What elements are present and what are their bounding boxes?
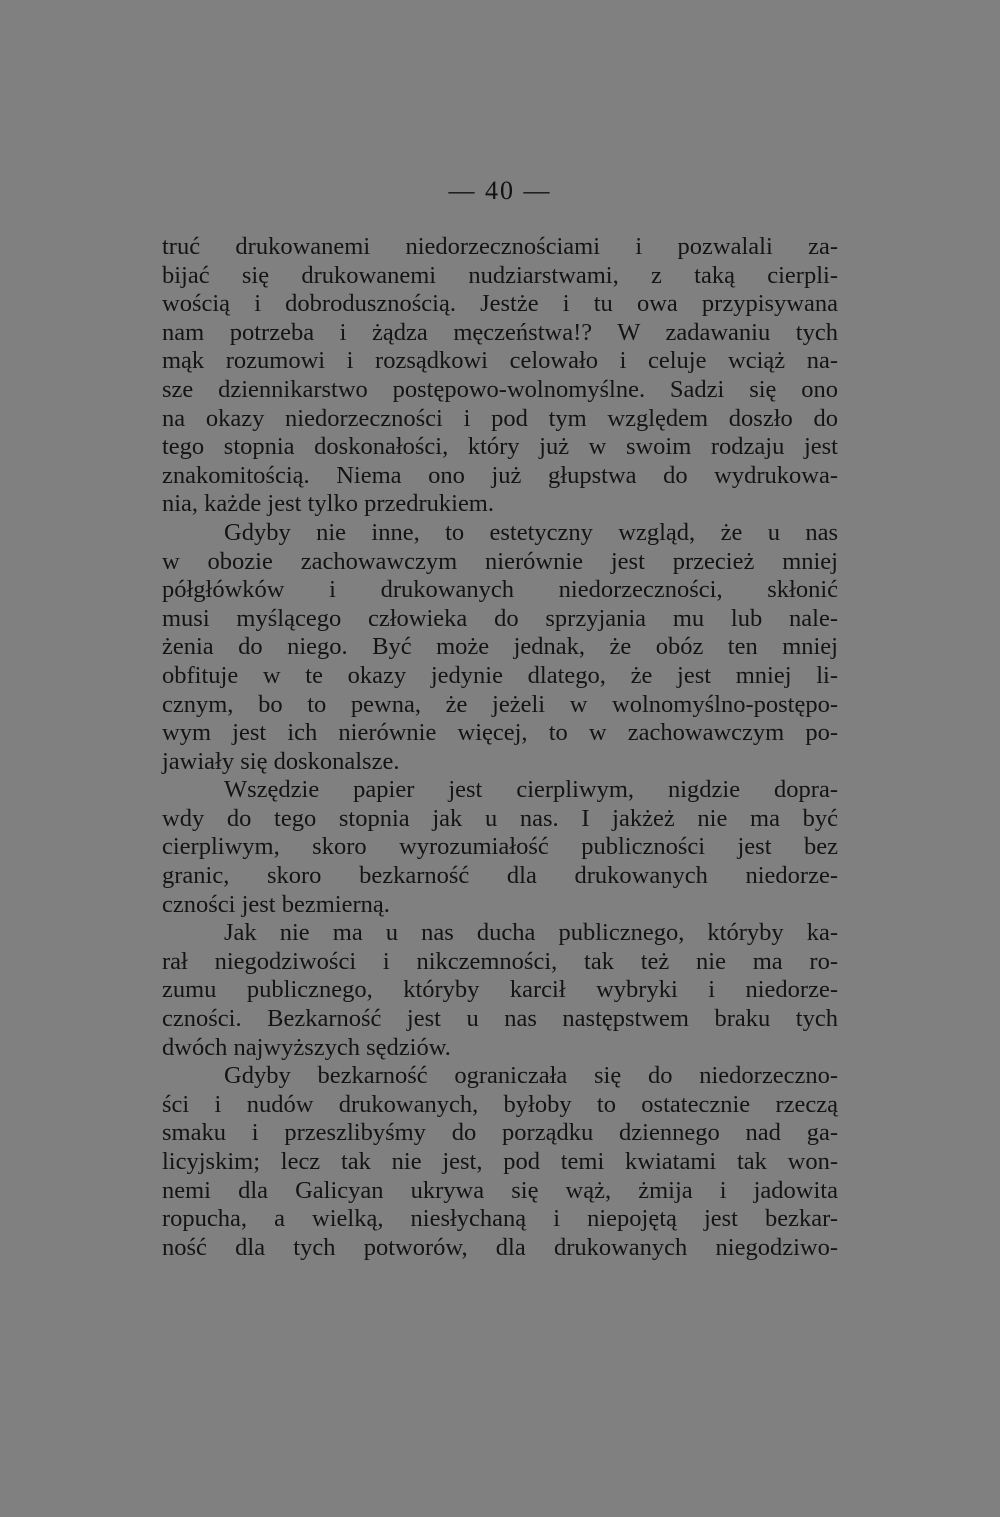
text-line: na okazy niedorzeczności i pod tym względem doszło do [162, 404, 838, 432]
text-line: zumu publicznego, któryby karcił wybryki i niedorze- [162, 976, 838, 1004]
text-line: musi myślącego człowieka do sprzyjania mu lub nale- [162, 604, 838, 632]
text-line: rał niegodziwości i nikczemności, tak też nie ma ro- [162, 947, 838, 975]
text-line: ność dla tych potworów, dla drukowanych niegodziwo- [162, 1233, 838, 1261]
body-text [162, 233, 838, 1262]
text-line: smaku i przeszlibyśmy do porządku dziennego nad ga- [162, 1119, 838, 1147]
text-line: mąk rozumowi i rozsądkowi celowało i celuje wciąż na- [162, 347, 838, 375]
page-number: — 40 — [448, 176, 552, 205]
text-line: nam potrzeba i żądza męczeństwa!? W zadawaniu tych [162, 318, 838, 346]
text-line: bijać się drukowanemi nudziarstwami, z taką cierpli- [162, 261, 838, 289]
text-line: wym jest ich nierównie więcej, to w zachowawczym po- [162, 719, 838, 747]
text-line: ści i nudów drukowanych, byłoby to ostatecznie rzeczą [162, 1090, 838, 1118]
text-line: Gdyby nie inne, to estetyczny wzgląd, że u nas [224, 518, 838, 546]
text-line: dwóch najwyższych sędziów. [162, 1033, 451, 1061]
text-line: Wszędzie papier jest cierpliwym, nigdzie dopra- [224, 776, 838, 804]
text-line: nemi dla Galicyan ukrywa się wąż, żmija i jadowita [162, 1176, 838, 1204]
text-line: półgłówków i drukowanych niedorzeczności, skłonić [162, 576, 838, 604]
text-line: Jak nie ma u nas ducha publicznego, któryby ka- [224, 919, 838, 947]
text-line: znakomitością. Niema ono już głupstwa do wydrukowa- [162, 461, 838, 489]
text-line: sze dziennikarstwo postępowo-wolnomyślne. Sadzi się ono [162, 375, 838, 403]
text-line: czności. Bezkarność jest u nas następstwem braku tych [162, 1005, 838, 1033]
text-line: czności jest bezmierną. [162, 890, 390, 918]
text-line: w obozie zachowawczym nierównie jest przecież mniej [162, 547, 838, 575]
text-line: Gdyby bezkarność ograniczała się do niedorzeczno- [224, 1062, 838, 1090]
text-line: wdy do tego stopnia jak u nas. I jakżeż nie ma być [162, 804, 838, 832]
text-line: tego stopnia doskonałości, który już w swoim rodzaju jest [162, 433, 838, 461]
text-line: cznym, bo to pewna, że jeżeli w wolnomyślno-postępo- [162, 690, 838, 718]
text-line: licyjskim; lecz tak nie jest, pod temi kwiatami tak won- [162, 1148, 838, 1175]
text-line: cierpliwym, skoro wyrozumiałość publiczności jest bez [162, 833, 838, 861]
text-line: granic, skoro bezkarność dla drukowanych niedorze- [162, 862, 838, 890]
text-line: żenia do niego. Być może jednak, że obóz ten mniej [162, 633, 838, 661]
text-line: wością i dobrodusznością. Jestże i tu owa przypisywana [162, 290, 838, 318]
text-line: obfituje w te okazy jedynie dlatego, że jest mniej li- [162, 661, 838, 689]
text-line: ropucha, a wielką, niesłychaną i niepojętą jest bezkar- [162, 1205, 838, 1233]
text-line: jawiały się doskonalsze. [162, 747, 400, 775]
text-line: nia, każde jest tylko przedrukiem. [162, 490, 494, 518]
text-line: truć drukowanemi niedorzecznościami i pozwalali za- [162, 233, 838, 260]
